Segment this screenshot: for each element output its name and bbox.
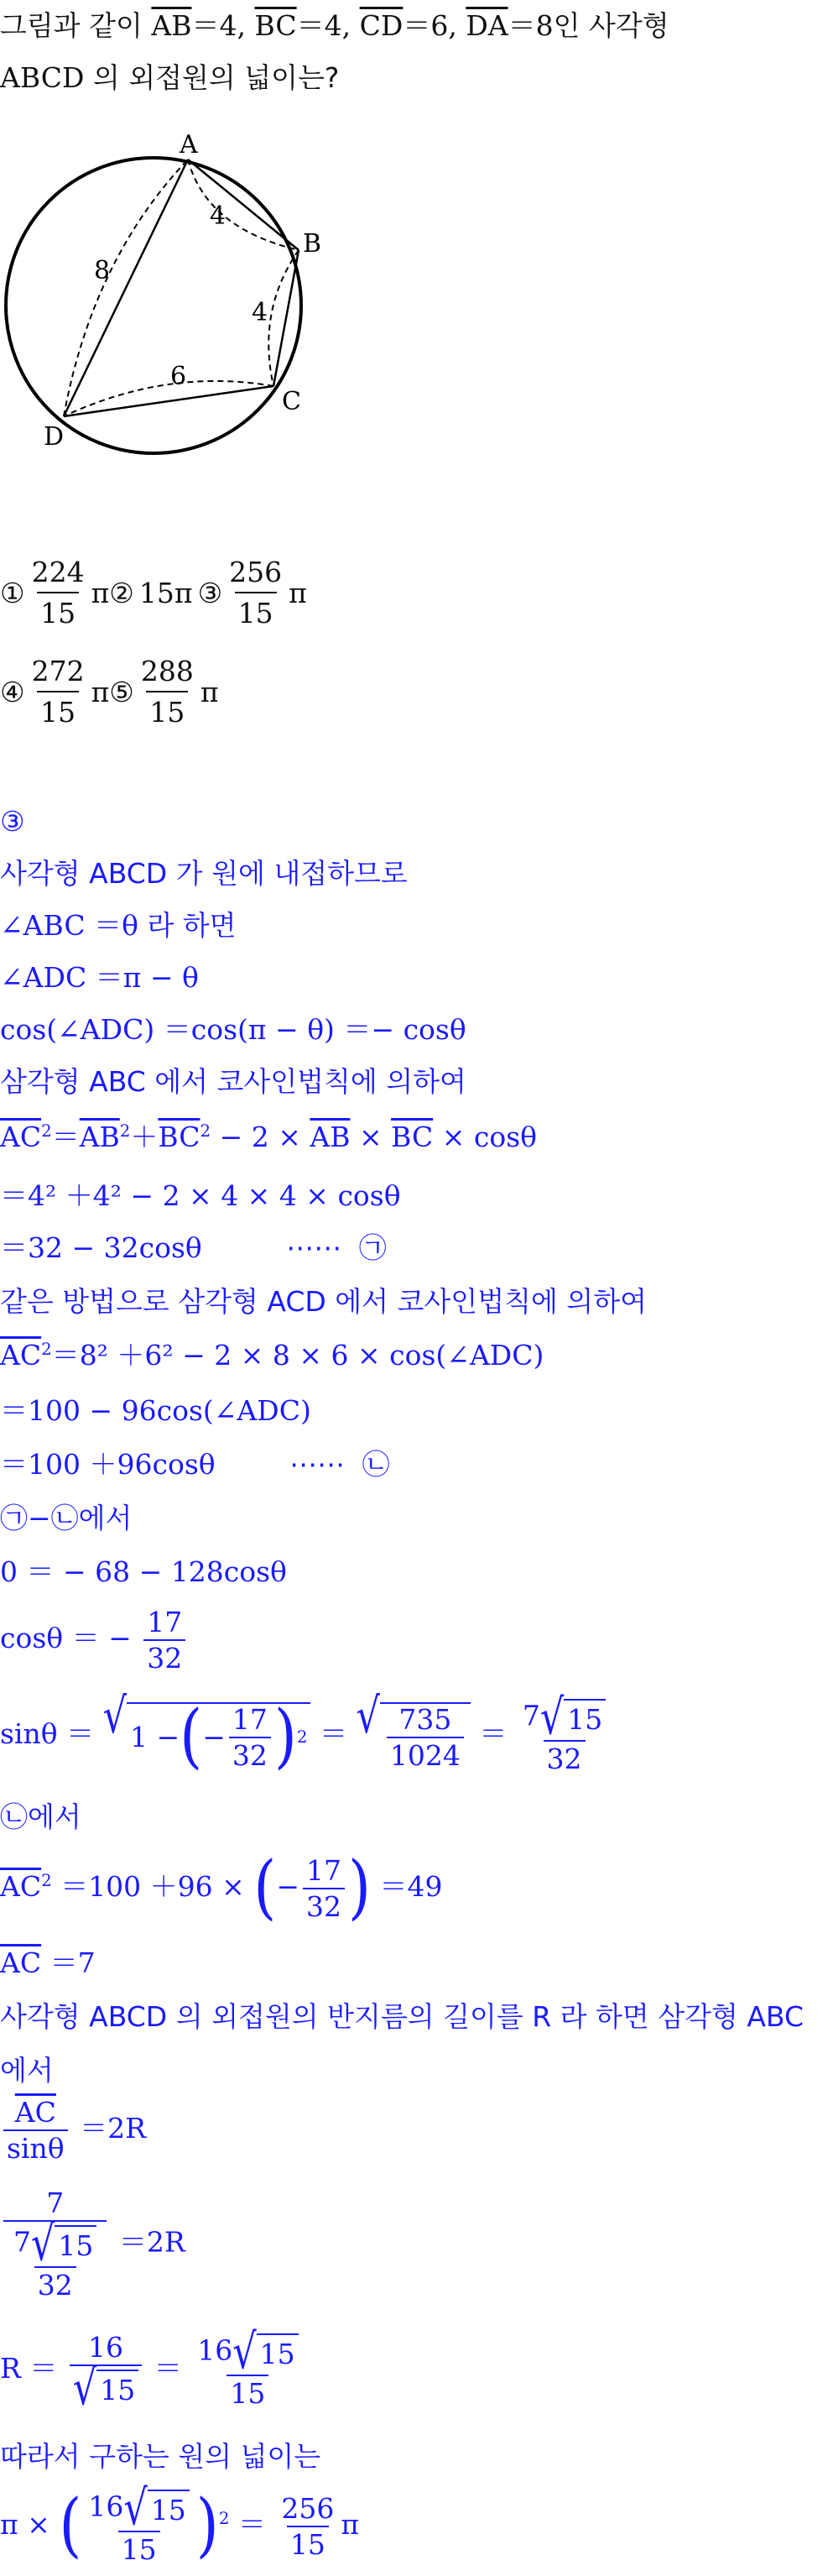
solution-line-7: ＝4² ＋4² − 2 × 4 × 4 × cosθ bbox=[0, 1179, 401, 1212]
numerator: 17 bbox=[306, 1854, 341, 1887]
question-suffix: 인 사각형 bbox=[553, 9, 669, 42]
eq-2: ＝ bbox=[479, 1716, 508, 1750]
eq: ＝ bbox=[319, 1716, 347, 1750]
segment-ab: $\overline{AB}$ bbox=[151, 9, 192, 42]
side-da bbox=[64, 159, 188, 416]
choices-row-2 bbox=[0, 655, 219, 729]
denominator: sinθ bbox=[3, 2129, 68, 2162]
solution-line-15 bbox=[0, 1606, 189, 1675]
dots: ⋯⋯ bbox=[289, 1448, 346, 1481]
rhs: ＝2R bbox=[80, 2112, 146, 2145]
label-c: C bbox=[282, 387, 301, 416]
length-ab: 4 bbox=[210, 201, 226, 231]
choice-5-fraction bbox=[138, 655, 197, 729]
solution-line-22 bbox=[0, 2096, 146, 2165]
solution-line-11: ＝100 − 96cos(∠ADC) bbox=[0, 1394, 311, 1427]
segment-da-value: ＝8 bbox=[508, 9, 554, 42]
label-a: A bbox=[180, 130, 198, 159]
solution-line-20: 사각형 ABCD 의 외접원의 반지름의 길이를 R 라 하면 삼각형 ABC bbox=[0, 2000, 804, 2033]
numerator-3-radicand: 15 bbox=[564, 1699, 606, 1737]
result: ＝7 bbox=[49, 1946, 96, 1979]
solution-line-9: 같은 방법으로 삼각형 ACD 에서 코사인법칙에 의하여 bbox=[0, 1285, 647, 1318]
one-minus: 1 − bbox=[130, 1721, 180, 1754]
solution-line-23 bbox=[0, 2187, 185, 2302]
solution-line-4: cos(∠ADC) ＝cos(π − θ) ＝− cosθ bbox=[0, 1013, 466, 1046]
label-d: D bbox=[44, 422, 65, 452]
question-line-2 bbox=[0, 61, 340, 94]
fraction-3: 7 √ 15 32 bbox=[519, 1699, 609, 1773]
quad-name: ABCD bbox=[0, 61, 85, 94]
fraction bbox=[143, 1606, 185, 1675]
text: 에서 bbox=[78, 1502, 133, 1534]
result-pi: π bbox=[341, 2507, 360, 2541]
seg-ab-2: $\overline{AB}$ bbox=[310, 1121, 351, 1153]
result-denominator: 15 bbox=[287, 2526, 329, 2558]
eq-sign: ＝ bbox=[51, 1121, 80, 1153]
side-ab bbox=[188, 159, 299, 250]
denominator: 15 bbox=[118, 2531, 160, 2563]
lhs: R ＝ bbox=[0, 2351, 58, 2385]
cos-term: × cosθ bbox=[433, 1121, 538, 1153]
solution-line-24: R ＝ 16 √ 15 ＝ 16 √ 15 15 bbox=[0, 2333, 305, 2407]
choice-3-pi: π bbox=[289, 576, 307, 609]
solution-line-2: ∠ABC ＝θ 라 하면 bbox=[0, 909, 237, 942]
choice-5-denominator: 15 bbox=[146, 691, 188, 729]
inscribed-quadrilateral-figure bbox=[0, 126, 322, 453]
choice-3-numerator: 256 bbox=[229, 556, 283, 588]
inner-numerator: 7 bbox=[13, 2225, 31, 2259]
question-text: 의 외접원의 넓이는? bbox=[92, 61, 340, 94]
denominator-2: 15 bbox=[226, 2375, 268, 2407]
solution-line-10: $\overline{AC}^2=8^2 +6^2 - 2 \times 8 \times 6$ × cos(∠ADC) bbox=[0, 1339, 544, 1372]
solution-line-13 bbox=[0, 1504, 132, 1532]
length-da: 8 bbox=[94, 256, 111, 285]
numerator-2: 16 bbox=[197, 2333, 233, 2367]
choice-4-numerator: 272 bbox=[31, 655, 85, 687]
segment-bc-value: ＝4, bbox=[296, 9, 351, 42]
denominator: 32 bbox=[143, 1639, 185, 1672]
mark-giyeok: ㉠ bbox=[358, 1231, 387, 1264]
choice-5-numerator: 288 bbox=[140, 655, 194, 687]
choice-3-denominator: 15 bbox=[235, 592, 277, 630]
segment-cd-value: ＝6, bbox=[403, 9, 457, 42]
numerator: 16 bbox=[88, 2490, 124, 2523]
numerator: 16 bbox=[88, 2331, 124, 2364]
dots: ⋯⋯ bbox=[286, 1231, 342, 1264]
solution-line-3: ∠ADC ＝π − θ bbox=[0, 961, 199, 994]
choice-4-mark[interactable]: ④ bbox=[0, 675, 25, 708]
length-cd: 6 bbox=[170, 362, 187, 391]
segment-da: $\overline{DA}$ bbox=[466, 9, 508, 42]
solution-line-6: $\overline{AC}^2=\overline{AB}^2+\overline{BC}^2 - 2 \times \overline{AB} \times \overline{BC} \times \cos\theta$ bbox=[0, 1121, 538, 1153]
choice-1-fraction bbox=[29, 556, 88, 630]
lhs: π × bbox=[0, 2507, 50, 2541]
mid: ＝100 ＋96 × bbox=[60, 1870, 245, 1903]
question-line-1 bbox=[0, 9, 669, 42]
choice-2-mark[interactable]: ② bbox=[109, 576, 134, 609]
choice-5-pi: π bbox=[200, 675, 219, 708]
segment-cd: $\overline{CD}$ bbox=[359, 9, 403, 42]
result: ＝49 bbox=[379, 1870, 443, 1903]
expr: ＝32 − 32cosθ bbox=[0, 1231, 202, 1264]
solution-line-8 bbox=[0, 1231, 387, 1264]
solution-line-17 bbox=[0, 1800, 81, 1833]
text: 에서 bbox=[28, 1800, 81, 1833]
plus-sign: ＋ bbox=[130, 1121, 159, 1153]
mark-nieun: ㉡ bbox=[50, 1502, 79, 1534]
choice-1-mark[interactable]: ① bbox=[0, 576, 25, 609]
denominator-2: 1024 bbox=[387, 1737, 464, 1769]
denominator-3: 32 bbox=[544, 1740, 586, 1773]
numerator-2-radicand: 15 bbox=[257, 2333, 299, 2371]
solution-line-18: $\overline{AC}^2 =100 +96$ × (− $\frac{17}{32}$ ) ＝49 bbox=[0, 1847, 443, 1929]
choice-1-pi: π bbox=[91, 576, 110, 609]
solution-line-14: 0 ＝ − 68 − 128cosθ bbox=[0, 1555, 287, 1588]
segment-bc: $\overline{BC}$ bbox=[254, 9, 297, 42]
mark-nieun: ㉡ bbox=[362, 1448, 390, 1481]
lhs: sinθ ＝ bbox=[0, 1716, 95, 1750]
complex-fraction: 7 7 √ 15 32 bbox=[3, 2189, 107, 2299]
expr: ＝8² ＋6² − 2 × 8 × 6 × cos(∠ADC) bbox=[51, 1339, 544, 1372]
choice-3-fraction bbox=[226, 556, 285, 630]
expr: ＝100 ＋96cosθ bbox=[0, 1448, 216, 1481]
answer-mark: ③ bbox=[0, 805, 25, 838]
seg-ab: $\overline{AB}$ bbox=[79, 1121, 120, 1153]
solution-line-12 bbox=[0, 1448, 390, 1481]
solution-line-25: 따라서 구하는 원의 넓이는 bbox=[0, 2440, 321, 2473]
denominator-radicand: 15 bbox=[96, 2370, 138, 2407]
solution-line-16 bbox=[0, 1687, 612, 1777]
minus-sign: − bbox=[28, 1502, 51, 1534]
seg-ac: $\overline{AC}$ bbox=[0, 1339, 42, 1372]
eq: ＝ bbox=[154, 2351, 182, 2385]
inner-radicand: 15 bbox=[55, 2225, 96, 2263]
choice-4-fraction bbox=[29, 655, 88, 729]
fraction bbox=[3, 2096, 68, 2165]
eq: ＝ bbox=[237, 2507, 266, 2541]
times-sign: × bbox=[350, 1121, 392, 1153]
choice-2-value: 15π bbox=[138, 576, 193, 609]
numerator-3: 7 bbox=[522, 1699, 540, 1732]
seg-bc-2: $\overline{BC}$ bbox=[391, 1121, 434, 1153]
mark-nieun: ㉡ bbox=[0, 1800, 28, 1833]
choices-row-1 bbox=[0, 556, 307, 630]
numerator: 17 bbox=[232, 1702, 268, 1736]
numerator-2: 735 bbox=[398, 1702, 452, 1736]
solution-line-21: 에서 bbox=[0, 2054, 54, 2087]
denominator: 32 bbox=[303, 1888, 345, 1920]
numerator: $\overline{AC}$ bbox=[14, 2096, 56, 2129]
choice-5-mark[interactable]: ⑤ bbox=[109, 675, 134, 708]
segment-ab-value: ＝4, bbox=[191, 9, 246, 42]
solution-line-19 bbox=[0, 1946, 96, 1979]
question-prefix: 그림과 같이 bbox=[0, 9, 143, 42]
numerator: 7 bbox=[46, 2187, 65, 2219]
choice-4-pi: π bbox=[91, 675, 110, 708]
seg-ac: $\overline{AC}$ bbox=[0, 1121, 42, 1153]
solution-line-5: 삼각형 ABC 에서 코사인법칙에 의하여 bbox=[0, 1065, 466, 1098]
choice-3-mark[interactable]: ③ bbox=[197, 576, 223, 609]
numerator: 17 bbox=[147, 1606, 183, 1638]
lhs: cosθ ＝ − bbox=[0, 1622, 132, 1654]
choice-1-denominator: 15 bbox=[37, 592, 79, 630]
solution-line-1: 사각형 ABCD 가 원에 내접하므로 bbox=[0, 857, 408, 890]
length-bc: 4 bbox=[252, 298, 268, 327]
minus-term: − 2 × bbox=[211, 1121, 310, 1153]
choice-1-numerator: 224 bbox=[31, 556, 85, 588]
seg-bc: $\overline{BC}$ bbox=[158, 1121, 200, 1153]
solution-line-26: π × ( 16 √ 15 15 )$^2$ ＝ $\frac{256}{15}$ π bbox=[0, 2479, 360, 2566]
choice-4-denominator: 15 bbox=[37, 691, 79, 729]
rhs: ＝2R bbox=[118, 2225, 185, 2259]
sqrt-1: √ 1 − ( − $\frac{17}{32}$ ) 2 bbox=[103, 1702, 311, 1769]
mark-giyeok: ㉠ bbox=[0, 1502, 28, 1534]
result-numerator: 256 bbox=[281, 2491, 335, 2525]
inner-denominator: 32 bbox=[34, 2266, 76, 2299]
seg-ac: $\overline{AC}$ bbox=[0, 1870, 42, 1903]
label-b: B bbox=[303, 229, 322, 259]
seg-ac: $\overline{AC}$ bbox=[0, 1946, 42, 1979]
denominator: 32 bbox=[229, 1737, 271, 1769]
side-cd bbox=[64, 386, 273, 416]
sqrt-2: √ $\frac{735}{1024}$ bbox=[356, 1702, 470, 1769]
numerator-radicand: 15 bbox=[148, 2490, 190, 2527]
